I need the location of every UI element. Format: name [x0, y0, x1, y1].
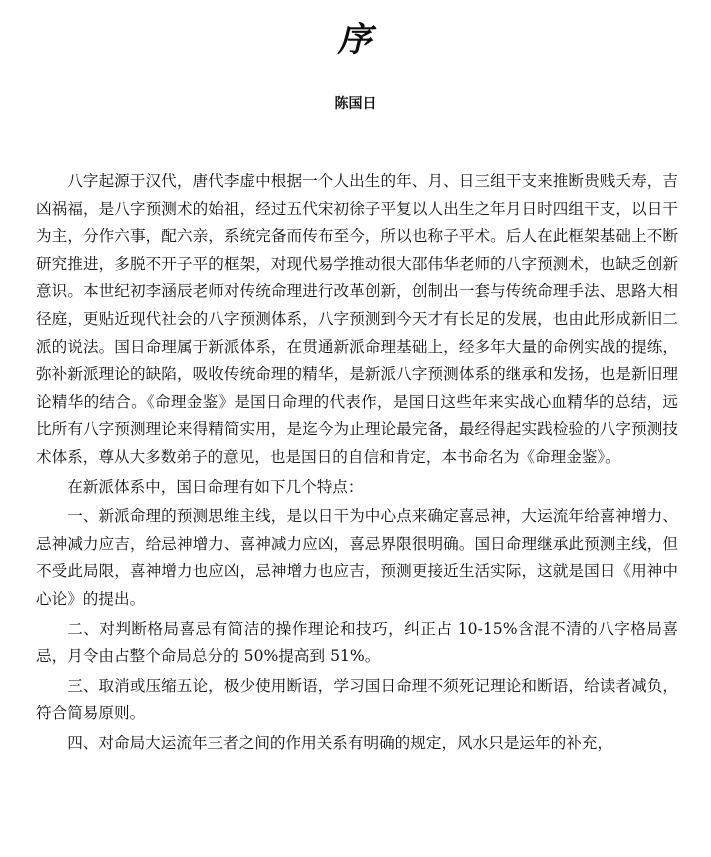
page-title: 序	[337, 20, 374, 60]
paragraph-features-lead: 在新派体系中，国日命理有如下几个特点：	[67, 477, 364, 496]
paragraph-feature-1: 一、新派命理的预测思维主线，是以日干为中心点来确定喜忌神，大运流年给喜神增力、忌神减力应吉，给忌神增力、喜神减力应凶，喜忌界限很明确。国日命理继承此预测主线，但不受此局限，喜神增力也应凶，忌神增力也应吉，预测更接近生活实际，这就是国日《用神中心论》的提出。	[36, 507, 678, 608]
paragraph-intro: 八字起源于汉代，唐代李虚中根据一个人出生的年、月、日三组干支来推断贵贱夭寿，吉凶祸福，是八字预测术的始祖，经过五代宋初徐子平复以人出生之年月日时四组干支，以日干为主，分作六事，配六亲，系统完备而传布至今，所以也称子平术。后人在此框架基础上不断研究推进，多脱不开子平的框架，对现代易学推动很大邵伟华老师的八字预测术，也缺乏创新意识。本世纪初李涵辰老师对传统命理进行改革创新，创制出一套与传统命理手法、思路大相径庭，更贴近现代社会的八字预测体系，八字预测到今天才有长足的发展，也由此形成新旧二派的说法。国日命理属于新派体系，在贯通新派命理基础上，经多年大量的命例实战的提练，弥补新派理论的缺陷，吸收传统命理的精华，是新派八字预测体系的继承和发扬，也是新旧理论精华的结合。《命理金鉴》是国日命理的代表作，是国日这些年来实战心血精华的总结，远比所有八字预测理论来得精简实用，是迄今为止理论最完备，最经得起实践检验的八字预测技术体系，尊从大多数弟子的意见，也是国日的自信和肯定，本书命名为《命理金鉴》。	[36, 172, 678, 466]
body-text	[36, 168, 678, 757]
paragraph-feature-2: 二、对判断格局喜忌有简洁的操作理论和技巧，纠正占 10-15%含混不清的八字格局喜忌，月令由占整个命局总分的 50%提高到 51%。	[36, 619, 678, 666]
author-name: 陈国日	[334, 96, 377, 112]
paragraph-feature-4: 四、对命局大运流年三者之间的作用关系有明确的规定，风水只是运年的补充，	[67, 733, 613, 752]
paragraph-feature-3: 三、取消或压缩五论，极少使用断语，学习国日命理不须死记理论和断语，给读者减负，符合简易原则。	[36, 676, 678, 723]
